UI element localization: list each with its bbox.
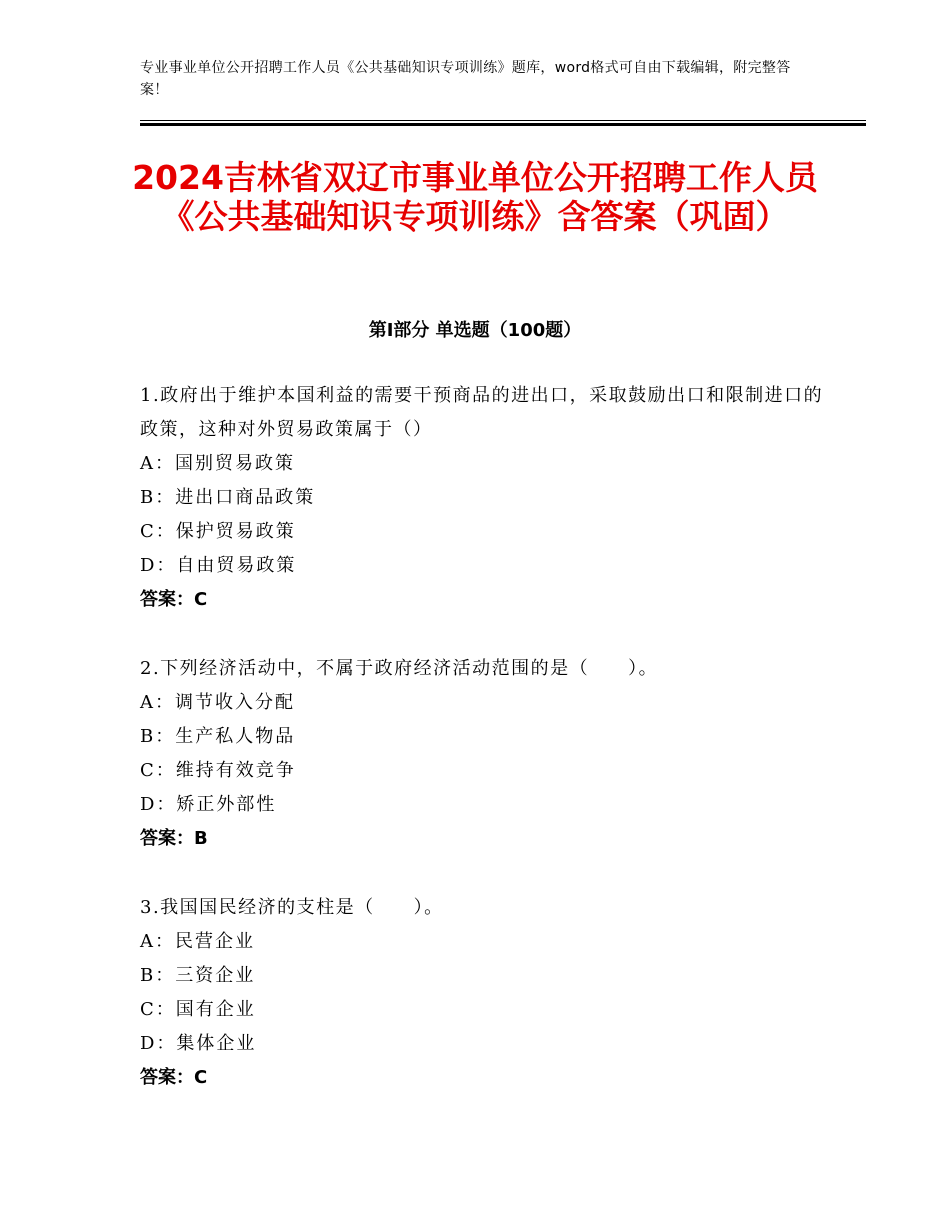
option-c: C：国有企业 <box>140 999 256 1020</box>
document-title: 2024吉林省双辽市事业单位公开招聘工作人员《公共基础知识专项训练》含答案（巩固） <box>132 158 818 236</box>
question-block <box>140 891 830 1095</box>
header-divider-thin <box>140 120 866 121</box>
option-d: D：矫正外部性 <box>140 794 277 815</box>
section-title: 第Ⅰ部分 单选题（100题） <box>368 320 582 341</box>
option-c: C：维持有效竞争 <box>140 760 296 781</box>
option-a: A：民营企业 <box>140 931 255 952</box>
option-d: D：自由贸易政策 <box>140 555 297 576</box>
option-a: A：国别贸易政策 <box>140 453 295 474</box>
option-c: C：保护贸易政策 <box>140 521 296 542</box>
question-stem: 1.政府出于维护本国利益的需要干预商品的进出口，采取鼓励出口和限制进口的政策，这种对外贸易政策属于（） <box>140 385 824 440</box>
answer-line: 答案：B <box>140 828 208 849</box>
answer-line: 答案：C <box>140 589 208 610</box>
question-stem: 3.我国国民经济的支柱是（ ）。 <box>140 897 444 918</box>
option-d: D：集体企业 <box>140 1033 257 1054</box>
answer-line: 答案：C <box>140 1067 208 1088</box>
option-b: B：进出口商品政策 <box>140 487 316 508</box>
option-b: B：三资企业 <box>140 965 256 986</box>
option-a: A：调节收入分配 <box>140 692 295 713</box>
header-note: 专业事业单位公开招聘工作人员《公共基础知识专项训练》题库，word格式可自由下载编辑，附完整答案！ <box>140 60 791 98</box>
header-divider-thick <box>140 123 866 126</box>
question-block <box>140 379 830 617</box>
question-block <box>140 652 830 856</box>
option-b: B：生产私人物品 <box>140 726 296 747</box>
question-stem: 2.下列经济活动中，不属于政府经济活动范围的是（ ）。 <box>140 658 659 679</box>
